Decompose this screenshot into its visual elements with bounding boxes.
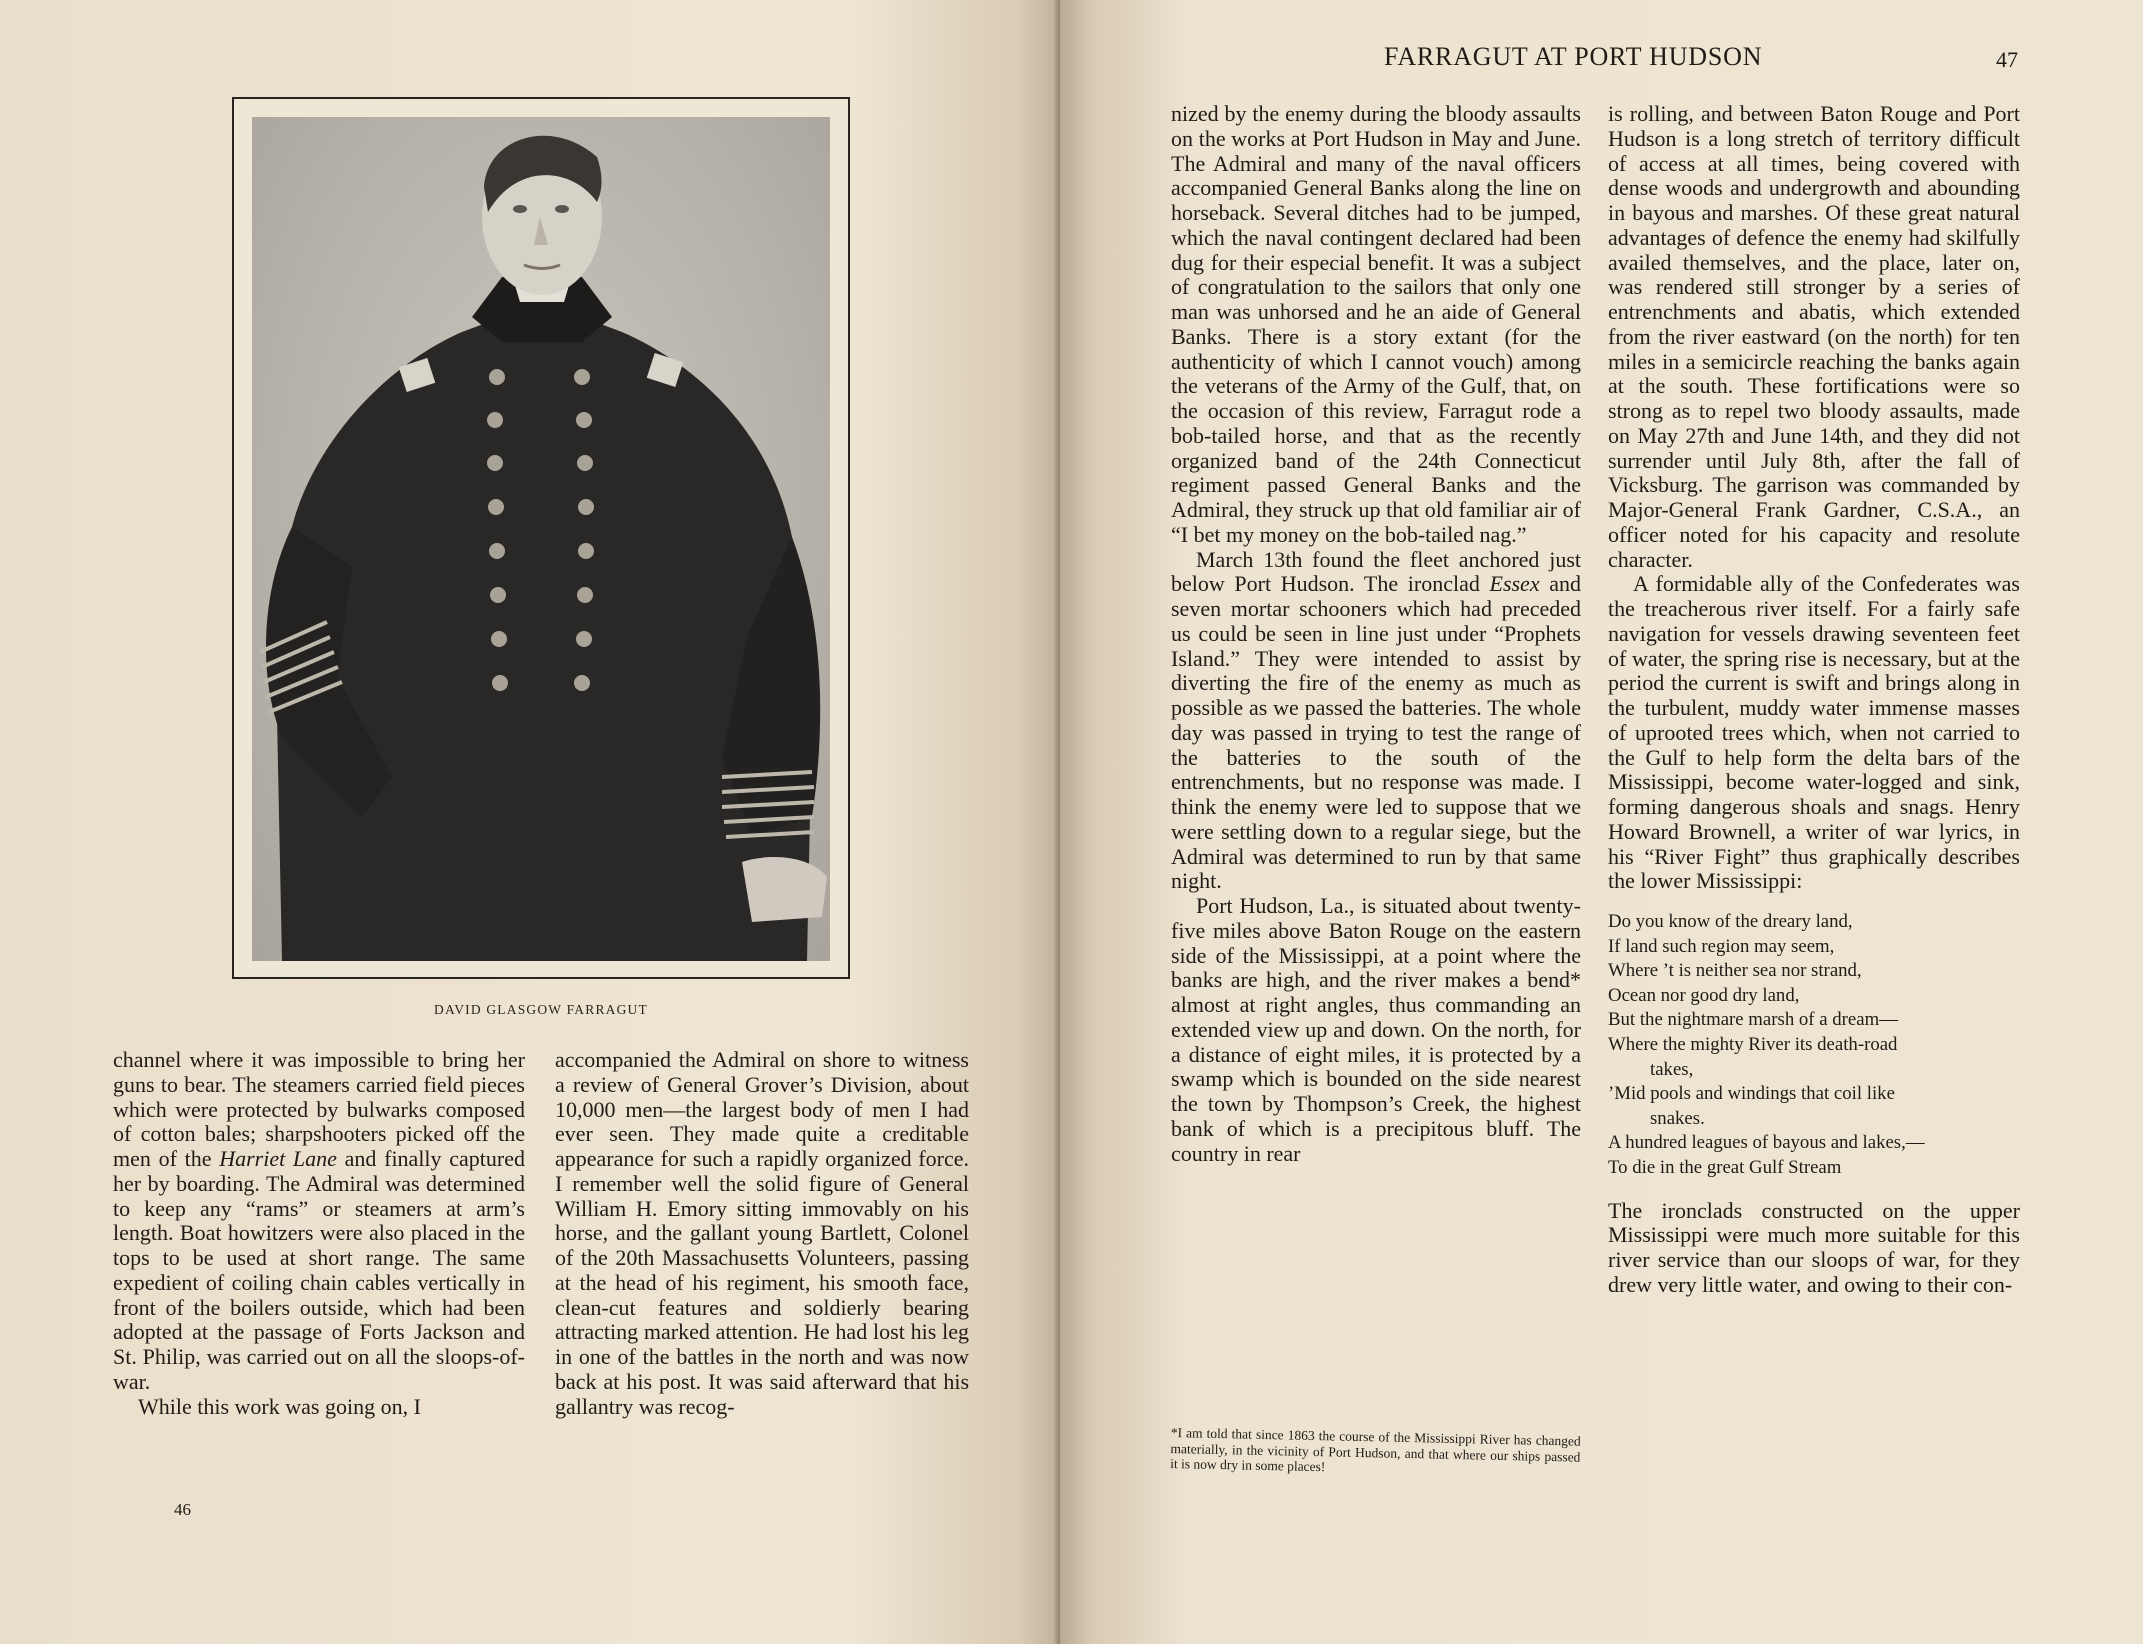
portrait-photo xyxy=(252,117,830,961)
footnote: *I am told that since 1863 the course of the Mississippi River has changed materially, in the vicinity of Port Hudson, and that where our ships passed it is now dry in some places! xyxy=(1170,1425,1581,1475)
paragraph: is rolling, and between Baton Rouge and Port Hudson is a long stretch of territory difficult of access at all times, being covered with dense woods and undergrowth and abounding in bayous and marshes. Of these great natural advantages of defence the enemy had skilfully availed themselves, and the place, later on, was rendered still stronger by a series of entrenchments and abatis, which extended from the river eastward (on the north) for ten miles in a semicircle reaching the banks again at the south. These fortifications were so strong as to repel two bloody assaults, made on May 27th and June 14th, and they did not surrender until July 8th, after the fall of Vicksburg. The garrison was commanded by Major-General Frank Gardner, C.S.A., an officer noted for his capacity and resolute character. xyxy=(1608,101,2020,572)
left-column-1 xyxy=(113,1048,525,1419)
right-column-2 xyxy=(1608,102,2020,1298)
poem-line: takes, xyxy=(1650,1058,1694,1080)
paragraph: nized by the enemy during the bloody assaults on the works at Port Hudson in May and June. The Admiral and many of the naval officers accompanied General Banks along the line on horseback. Several ditches had to be jumped, which the naval contingent declared had been dug for their especial benefit. It was a subject of congratulation to the sailors that only one man was unhorsed and he an aide of General Banks. There is a story extant (for the authenticity of which I cannot vouch) among the veterans of the Army of the Gulf, that, on the occasion of this review, Farragut rode a bob-tailed horse, and that as the recently organized band of the 24th Connecticut regiment passed General Banks and the Admiral, they struck up that old familiar air of “I bet my money on the bob-tailed nag.” xyxy=(1171,101,1581,547)
poem-line: snakes. xyxy=(1650,1107,1705,1129)
poem-line: Where the mighty River its death-road xyxy=(1608,1033,1898,1055)
poem-quotation xyxy=(1608,910,2020,1181)
left-column-2 xyxy=(555,1048,969,1419)
paragraph: A formidable ally of the Confederates was the treacherous river itself. For a fairly safe navigation for vessels drawing seventeen feet of water, the spring rise is necessary, but at the period the current is swift and brings along in the turbulent, muddy water immense masses of uprooted trees which, when not carried to the Gulf to help form the delta bars of the Mississippi, become water-logged and sink, forming dangerous shoals and snags. Henry Howard Brownell, a writer of war lyrics, in his “River Fight” thus graphically describes the lower Mississippi: xyxy=(1608,571,2020,894)
poem-line: ’Mid pools and windings that coil like xyxy=(1608,1083,1895,1105)
poem-line: But the nightmare marsh of a dream— xyxy=(1608,1009,1898,1031)
running-header: FARRAGUT AT PORT HUDSON xyxy=(1384,42,1763,71)
paragraph: accompanied the Admiral on shore to witness a review of General Grover’s Division, about 10,000 men—the largest body of men I had ever seen. They made quite a creditable appearance for such a rapidly organized force. I remember well the solid figure of General William H. Emory sitting immovably on his horse, and the gallant young Bartlett, Colonel of the 20th Massachusetts Volunteers, passing at the head of his regiment, his smooth face, clean-cut features and soldierly bearing attracting marked attention. He had lost his leg in one of the battles in the north and was now back at his post. It was said afterward that his gallantry was recog- xyxy=(555,1047,969,1419)
page-number-right: 47 xyxy=(1996,47,2018,72)
left-page xyxy=(0,0,1060,1644)
paragraph: March 13th found the fleet anchored just below Port Hudson. The ironclad Essex and seven mortar schooners which had preceded us could be seen in line just under “Prophets Island.” They were intended to assist by diverting the fire of the enemy as much as possible as we passed the batteries. The whole day was passed in trying to test the range of the batteries to the south of the entrenchments, but no response was made. I think the enemy were led to suppose that we were settling down to a regular siege, but the Admiral was determined to run by that same night. xyxy=(1171,546,1582,894)
portrait-figure xyxy=(252,117,830,961)
poem-line: A hundred leagues of bayous and lakes,— xyxy=(1608,1132,1925,1154)
poem-line: To die in the great Gulf Stream xyxy=(1608,1156,1842,1178)
poem-line: Do you know of the dreary land, xyxy=(1608,911,1853,932)
poem-line: If land such region may seem, xyxy=(1608,935,1835,957)
right-page xyxy=(1060,0,2143,1644)
paragraph: The ironclads constructed on the upper Mississippi were much more suitable for this river service than our sloops of war, for they drew very little water, and owing to their con- xyxy=(1608,1197,2020,1297)
paragraph: channel where it was impossible to bring her guns to bear. The steamers carried field pieces which were protected by bulwarks composed of cotton bales; sharpshooters picked off the men of the Harriet Lane and finally captured her by boarding. The Admiral was determined to keep any “rams” or steamers at arm’s length. Boat howitzers were also placed in the tops to be used at short range. The same expedient of coiling chain cables vertically in front of the boilers outside, which had been adopted at the passage of Forts Jackson and St. Philip, was carried out on all the sloops-of-war. xyxy=(113,1047,525,1394)
right-column-1 xyxy=(1171,102,1581,1166)
portrait-caption: DAVID GLASGOW FARRAGUT xyxy=(434,1002,648,1017)
portrait-plate xyxy=(232,97,850,979)
paragraph: While this work was going on, I xyxy=(138,1393,421,1419)
poem-line: Ocean nor good dry land, xyxy=(1608,984,1800,1006)
page-number-left: 46 xyxy=(174,1500,191,1519)
paragraph: Port Hudson, La., is situated about twenty-five miles above Baton Rouge on the eastern side of the Mississippi, at a point where the banks are high, and the river makes a bend* almost at right angles, thus commanding an extended view up and down. On the north, for a distance of eight miles, it is protected by a swamp which is bounded on the side nearest the town by Thompson’s Creek, the highest bank of which is a precipitous bluff. The country in rear xyxy=(1171,893,1581,1166)
poem-line: Where ’t is neither sea nor strand, xyxy=(1608,960,1862,982)
